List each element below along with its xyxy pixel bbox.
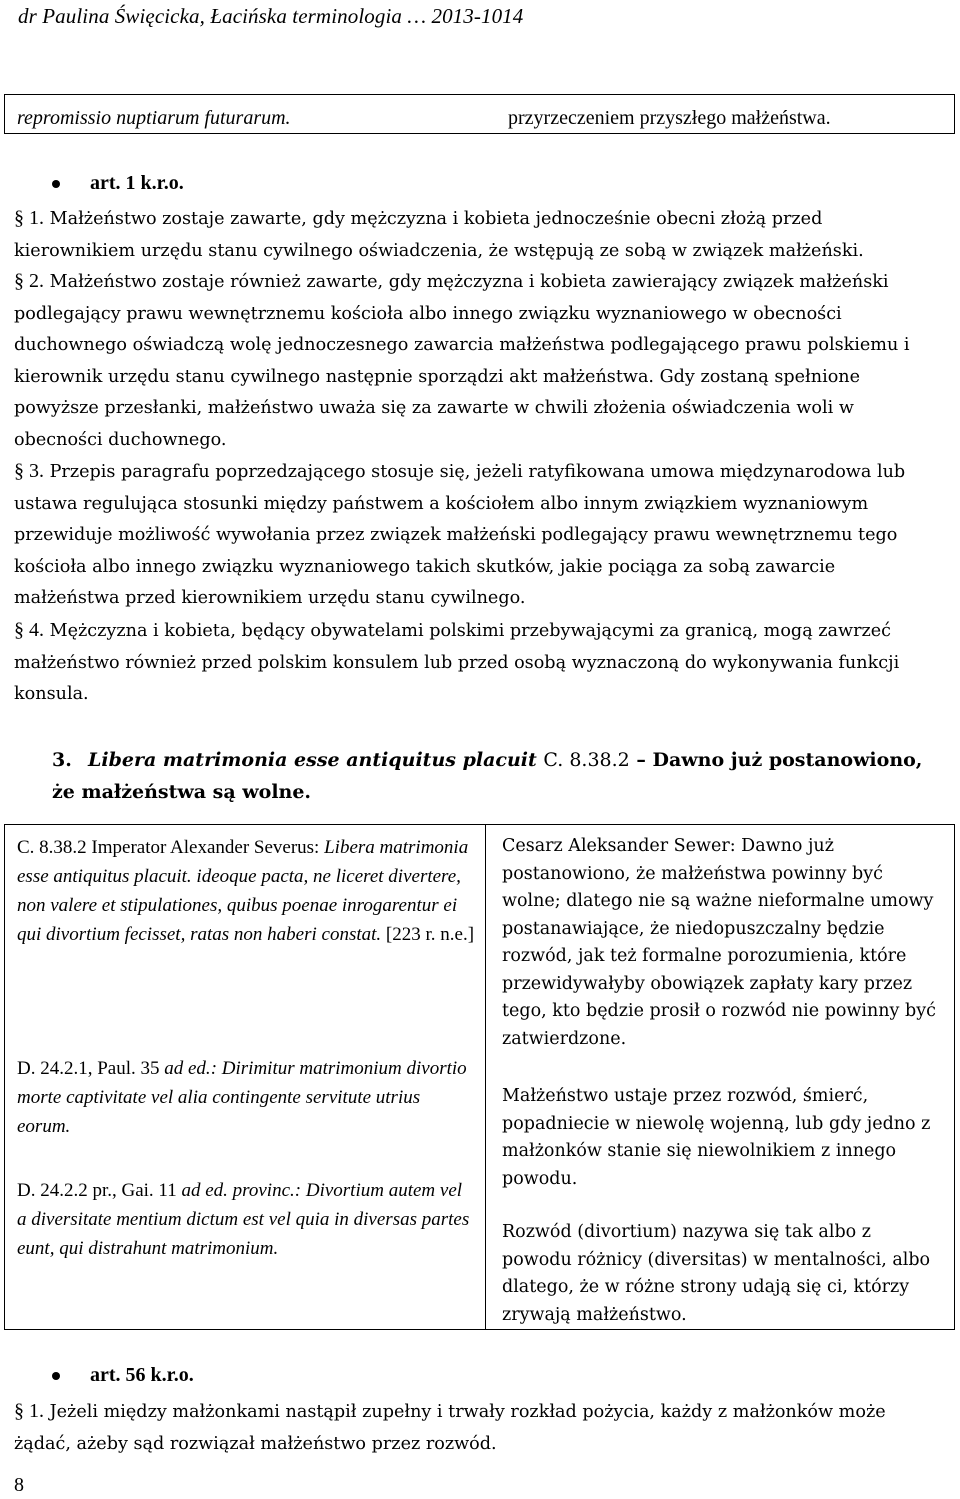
page-number: 8 (14, 1474, 24, 1496)
heading-ref: C. 8.38.2 (543, 749, 630, 771)
translation-block-2: Małżeństwo ustaje przez rozwód, śmierć, popadniecie w niewolę wojenną, lub gdy jedno z małżonków stanie się niewolnikiem z innego powodu. (502, 1086, 931, 1189)
art1-paragraph-1 (14, 203, 944, 267)
art1-paragraph-2 (14, 266, 944, 456)
polish-translation-column (486, 825, 955, 1330)
heading-number: 3. (52, 749, 72, 771)
translation-block-1: Cesarz Aleksander Sewer: Dawno już postanowiono, że małżeństwa powinny być wolne; dlatego nie są ważne nieformalne umowy postanawiające, że niedopuszczalny będzie rozwód, jak też formalne porozumienia, które przewidywałyby obowiązek zapłaty kary przez tego, kto będzie prosił o rozwód nie powinny być zatwierdzone. (502, 836, 936, 1049)
section-number: § 1. (14, 1400, 44, 1422)
bullet-icon (52, 180, 60, 188)
source-date: [223 r. n.e.] (385, 924, 475, 945)
source-block-3 (17, 1176, 475, 1263)
heading-polish: – Dawno już postanowiono, że małżeństwa są wolne. (52, 749, 923, 803)
source-text: : Dirimitur matrimonium divortio morte captivitate vel alia contingente servitute utrius eorum. (17, 1058, 467, 1137)
latin-sources-column (5, 825, 486, 1330)
source-ref: D. 24.2.2 pr., Gai. 11 (17, 1180, 177, 1201)
source-ref: D. 24.2.1, Paul. 35 (17, 1058, 160, 1079)
art1-paragraph-3 (14, 456, 944, 615)
latin-term: repromissio nuptiarum futurarum. (17, 107, 291, 129)
paragraph-text: Przepis paragrafu poprzedzającego stosuje się, jeżeli ratyfikowana umowa międzynarodowa lub ustawa regulująca stosunki między państwem a kościołem albo innym związkiem wyznaniowym przewiduje możliwość wywołania przez związek małżeński podlegający prawu wewnętrznemu tego kościoła albo innego związku wyznaniowego takich skutków, jakie pociąga za sobą zawarcie małżeństwa przed kierownikiem urzędu stanu cywilnego. (14, 462, 906, 608)
section-number: § 4. (14, 619, 44, 641)
paragraph-text: Mężczyzna i kobieta, będący obywatelami polskimi przebywającymi za granicą, mogą zawrzeć małżeństwo również przed polskim konsulem lub przed osobą wyznaczoną do wykonywania funkcji konsula. (14, 621, 900, 704)
source-block-1 (17, 833, 475, 1054)
bullet-art56 (52, 1364, 194, 1387)
section-number: § 3. (14, 460, 44, 482)
heading-latin: Libera matrimonia esse antiquitus placuit (88, 749, 537, 771)
art56-paragraph-1 (14, 1396, 944, 1460)
source-text: Libera matrimonia esse antiquitus placuit. ideoque pacta, ne liceret divertere, non valere et stipulationes, quibus poenae inrogarentur ei qui divortium fecisset, ratas non haberi constat. (17, 837, 469, 945)
section-number: § 2. (14, 270, 44, 292)
page-header: dr Paulina Święcicka, Łacińska terminologia … 2013-1014 (18, 4, 524, 28)
paragraph-text: Małżeństwo zostaje zawarte, gdy mężczyzna i kobieta jednocześnie obecni złożą przed kierownikiem urzędu stanu cywilnego oświadczenia, że wstępują ze sobą w związek małżeński. (14, 209, 864, 261)
section-heading-3 (52, 744, 942, 808)
source-work: ad ed. provinc. (181, 1180, 295, 1201)
term-table (4, 94, 955, 134)
source-text: : Divortium autem vel a diversitate mentium dictum est vel quia in diversas partes eunt, qui distrahunt matrimonium. (17, 1180, 470, 1259)
sources-table (4, 824, 955, 1330)
bullet-art1 (52, 172, 184, 195)
art1-paragraph-4 (14, 615, 944, 711)
bullet-label: art. 56 k.r.o. (90, 1364, 194, 1386)
source-ref: C. 8.38.2 Imperator Alexander Severus: (17, 837, 320, 858)
bullet-label: art. 1 k.r.o. (90, 172, 184, 194)
source-work: ad ed. (164, 1058, 211, 1079)
paragraph-text: Jeżeli między małżonkami nastąpił zupełny i trwały rozkład pożycia, każdy z małżonków może żądać, ażeby sąd rozwiązał małżeństwo przez rozwód. (14, 1402, 886, 1454)
source-block-2 (17, 1054, 475, 1176)
polish-term: przyrzeczeniem przyszłego małżeństwa. (508, 107, 831, 129)
section-number: § 1. (14, 207, 44, 229)
bullet-icon (52, 1372, 60, 1380)
paragraph-text: Małżeństwo zostaje również zawarte, gdy mężczyzna i kobieta zawierający związek małżeński podlegający prawu wewnętrznemu kościoła albo innego związku wyznaniowego w obecności duchownego oświadczą wolę jednoczesnego zawarcia małżeństwa podlegającego prawu polskiemu i kierownik urzędu stanu cywilnego następnie sporządzi akt małżeństwa. Gdy zostaną spełnione powyższe przesłanki, małżeństwo uważa się za zawarte w chwili złożenia oświadczenia woli w obecności duchownego. (14, 272, 910, 450)
translation-block-3: Rozwód (divortium) nazywa się tak albo z powodu różnicy (diversitas) w mentalności, albo dlatego, że w różne strony udają się ci, którzy zrywają małżeństwo. (502, 1222, 931, 1325)
